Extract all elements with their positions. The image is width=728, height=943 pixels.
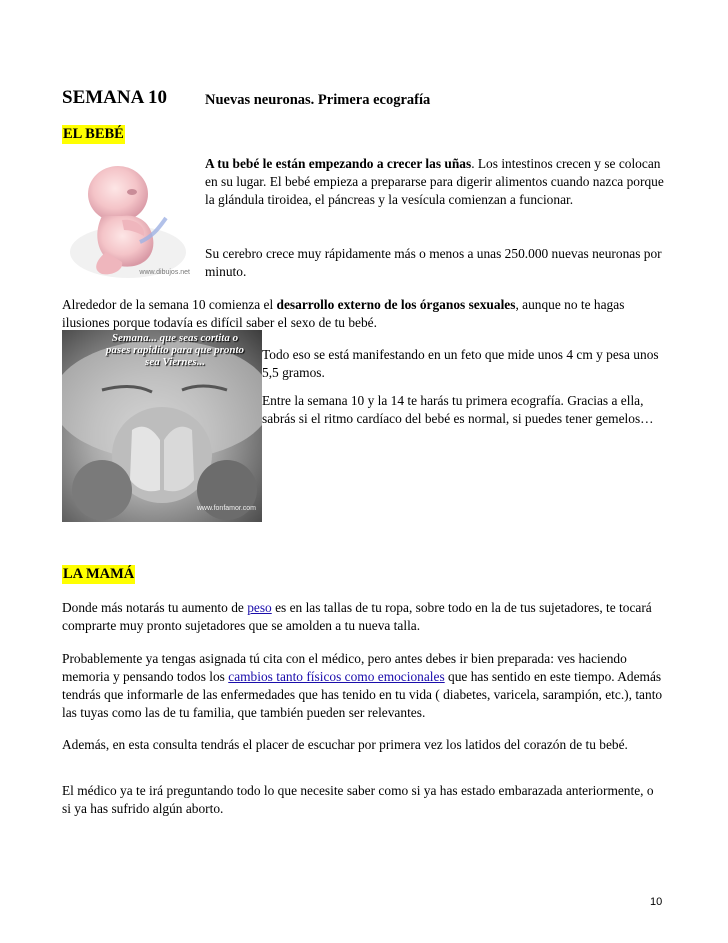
- bebe-p1-rest: . Los intestinos crecen y se colocan en su lugar. El bebé empieza a prepararse para digerir alimentos cuando nazca porque la glándula tiroidea, el páncreas y la vesícula comienzan a funcionar.: [205, 156, 664, 207]
- page-title: SEMANA 10: [62, 87, 168, 108]
- bebe-paragraph-5: [262, 392, 662, 428]
- mama-p2-start: Probablemente ya tengas asignada tú cita con el médico, pero antes debes ir bien preparada: ves haciendo memoria y pensando todos los: [62, 651, 627, 684]
- bebe-p5: Entre la semana 10 y la 14 te harás tu primera ecografía. Gracias a ella, sabrás si el ritmo cardíaco del bebé es normal, si puedes tener gemelos…: [262, 393, 654, 426]
- mama-heading: LA MAMÁ: [63, 566, 135, 582]
- bebe-p3-start: Alrededor de la semana 10 comienza el: [62, 297, 277, 312]
- bebe-paragraph-4: [262, 346, 662, 382]
- mama-paragraph-1: [62, 599, 662, 635]
- mama-p1-start: Donde más notarás tu aumento de: [62, 600, 248, 615]
- mama-heading-wrap: [62, 565, 135, 584]
- mama-p3: Además, en esta consulta tendrás el placer de escuchar por primera vez los latidos del corazón de tu bebé.: [62, 737, 628, 752]
- bebe-heading-wrap: [62, 125, 125, 144]
- cambios-link[interactable]: cambios tanto físicos como emocionales: [228, 669, 445, 684]
- img2-watermark: www.fonfamor.com: [196, 505, 256, 512]
- mama-paragraph-3: [62, 736, 662, 754]
- bebe-p3-end: , aunque no te hagas ilusiones porque todavía es difícil saber el sexo de tu bebé.: [62, 297, 625, 330]
- page-subtitle: Nuevas neuronas. Primera ecografía: [205, 92, 431, 108]
- bebe-p4: Todo eso se está manifestando en un feto que mide unos 4 cm y pesa unos 5,5 gramos.: [262, 347, 659, 380]
- peso-link[interactable]: peso: [247, 600, 272, 615]
- baby-photo-caption: Semana... que seas cortita o pases rapidito para que pronto sea Viernes...: [105, 332, 245, 368]
- bebe-paragraph-1: [205, 155, 665, 209]
- mama-p2-end: que has sentido en este tiempo. Además tendrás que informarle de las enfermedades que has tenido en tu vida ( diabetes, varicela, sarampión, etc.), tanto las tuyas como las de tu familia, que también pueden ser relevantes.: [62, 669, 663, 720]
- bebe-paragraph-2: [205, 245, 665, 281]
- bebe-heading: EL BEBÉ: [63, 126, 124, 142]
- bebe-p3-bold: desarrollo externo de los órganos sexuales: [276, 297, 516, 312]
- bebe-p1-bold: A tu bebé le están empezando a crecer las uñas: [205, 156, 472, 171]
- page-number: 10: [650, 896, 663, 908]
- mama-p4: El médico ya te irá preguntando todo lo que necesite saber como si ya has estado embarazada anteriormente, o si ya has sufrido algún aborto.: [62, 783, 654, 816]
- mama-paragraph-2: [62, 650, 672, 722]
- mama-paragraph-4: [62, 782, 662, 818]
- baby-photo: [62, 330, 262, 522]
- mama-p1-end: es en las tallas de tu ropa, sobre todo en la de tus sujetadores, te tocará comprarte muy pronto sujetadores que se amolden a tu nueva talla.: [62, 600, 652, 633]
- bebe-p2: Su cerebro crece muy rápidamente más o menos a unas 250.000 nuevas neuronas por minuto.: [205, 246, 662, 279]
- fetus-illustration: [62, 156, 194, 284]
- img1-watermark: www.dibujos.net: [139, 269, 190, 276]
- bebe-paragraph-3: [62, 296, 662, 332]
